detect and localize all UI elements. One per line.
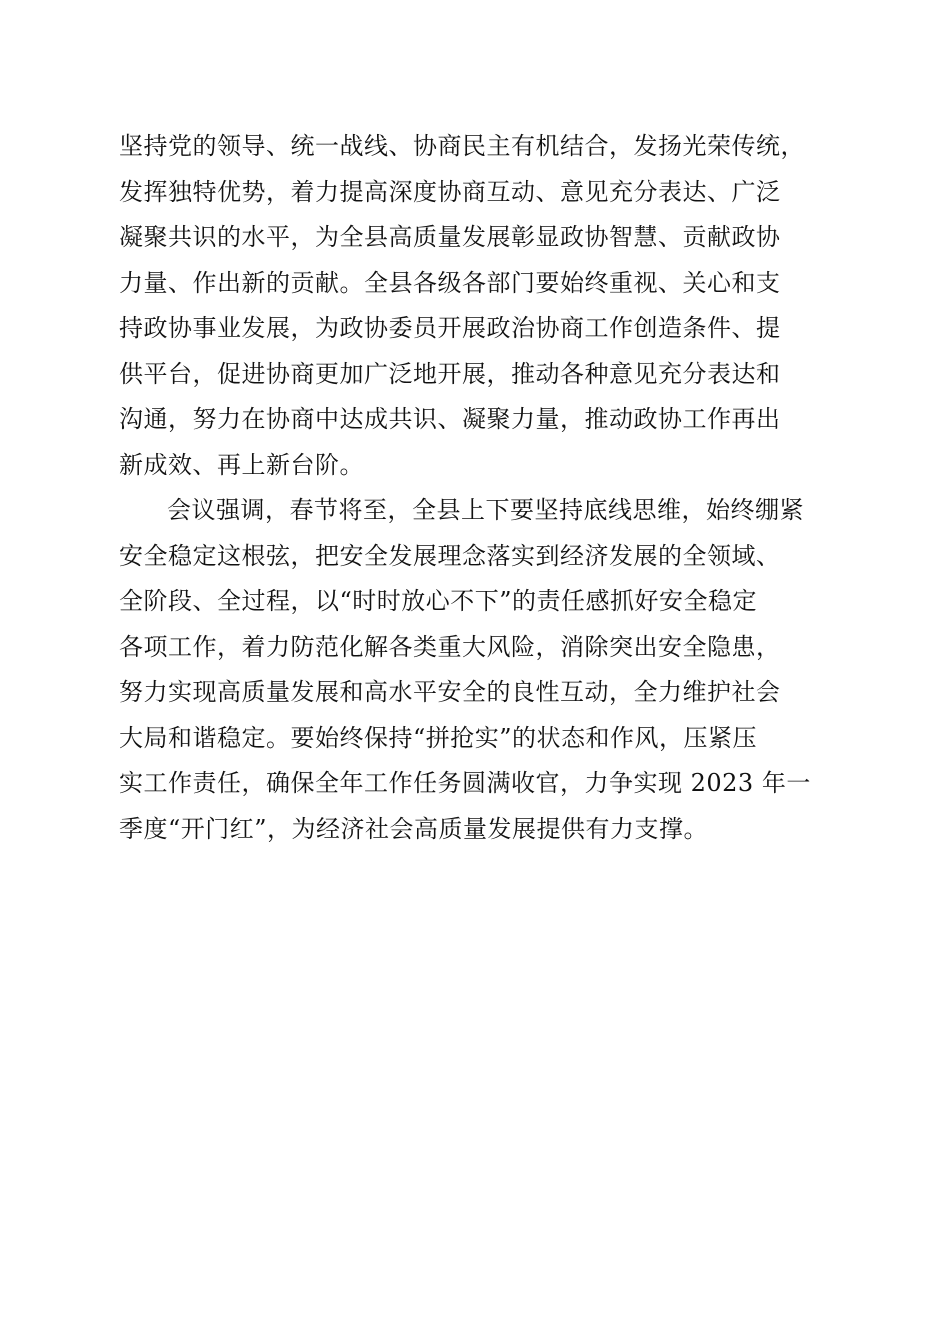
paragraph-line: 新成效、再上新台阶。 bbox=[119, 450, 364, 479]
paragraph-2 bbox=[119, 488, 839, 852]
paragraph-line: 供平台，促进协商更加广泛地开展，推动各种意见充分表达和 bbox=[119, 359, 781, 388]
paragraph-line: 全阶段、全过程，以“时时放心不下”的责任感抓好安全稳定 bbox=[119, 587, 758, 615]
paragraph-line: 力量、作出新的贡献。全县各级各部门要始终重视、关心和支 bbox=[119, 268, 781, 297]
paragraph-line: 沟通，努力在协商中达成共识、凝聚力量，推动政协工作再出 bbox=[119, 405, 781, 433]
paragraph-line: 会议强调，春节将至，全县上下要坚持底线思维，始终绷紧 bbox=[167, 496, 804, 524]
paragraph-line: 发挥独特优势，着力提高深度协商互动、意见充分表达、广泛 bbox=[119, 177, 781, 206]
paragraph-line: 安全稳定这根弦，把安全发展理念落实到经济发展的全领域、 bbox=[119, 541, 781, 570]
paragraph-line: 持政协事业发展，为政协委员开展政治协商工作创造条件、提 bbox=[119, 314, 781, 342]
paragraph-line: 凝聚共识的水平，为全县高质量发展彰显政协智慧、贡献政协 bbox=[119, 223, 781, 251]
document-body bbox=[119, 124, 839, 852]
paragraph-line: 季度“开门红”，为经济社会高质量发展提供有力支撑。 bbox=[119, 814, 709, 843]
paragraph-line: 努力实现高质量发展和高水平安全的良性互动，全力维护社会 bbox=[119, 678, 781, 706]
paragraph-line: 坚持党的领导、统一战线、协商民主有机结合，发扬光荣传统， bbox=[119, 132, 805, 160]
paragraph-line: 大局和谐稳定。要始终保持“拼抢实”的状态和作风，压紧压 bbox=[119, 723, 758, 752]
paragraph-line: 实工作责任，确保全年工作任务圆满收官，力争实现 2023 年一 bbox=[119, 769, 811, 797]
paragraph-line: 各项工作，着力防范化解各类重大风险，消除突出安全隐患， bbox=[119, 632, 781, 661]
paragraph-1 bbox=[119, 124, 839, 488]
